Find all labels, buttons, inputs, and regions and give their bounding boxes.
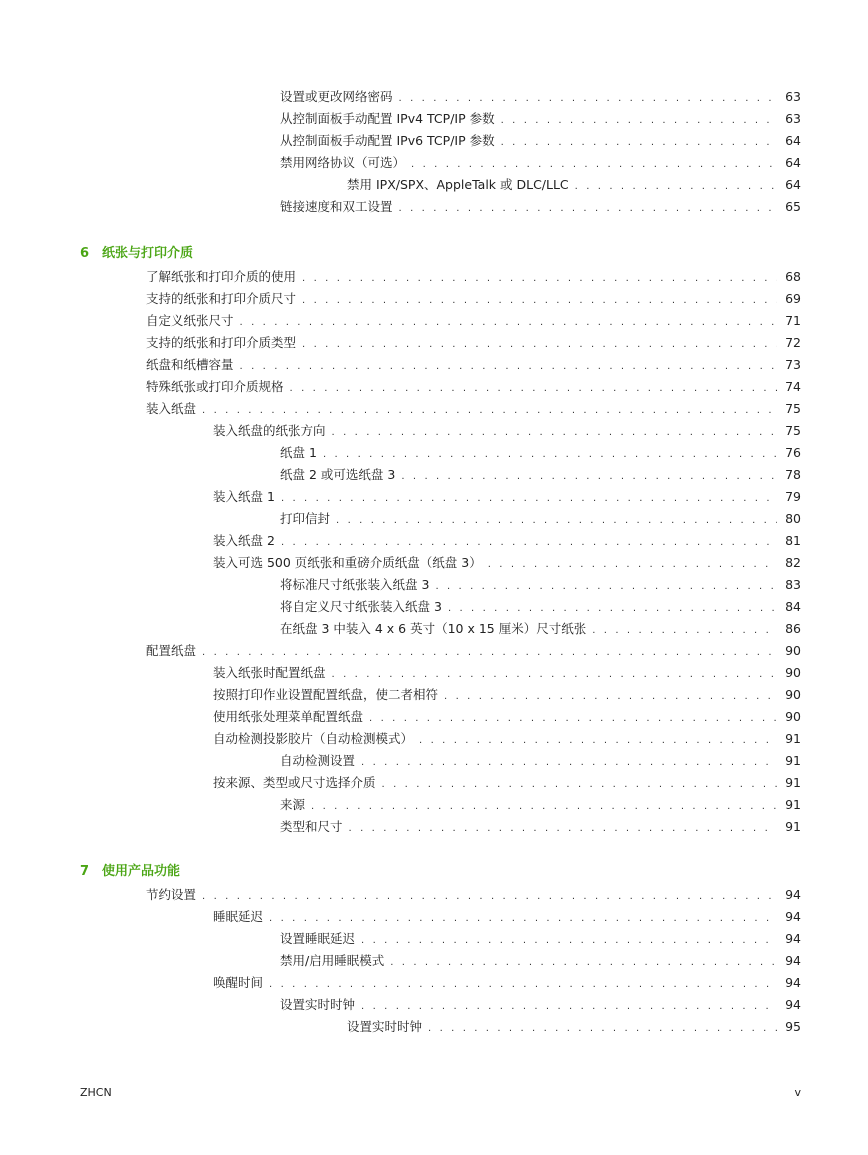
footer-language-code: ZHCN [80,1086,112,1099]
toc-entry[interactable] [213,530,801,552]
toc-entry-label: 自动检测投影胶片（自动检测模式） [213,731,414,746]
leader-dots [332,664,778,686]
toc-entry[interactable] [213,772,801,794]
leader-dots [336,510,777,532]
toc-entry-label: 纸盘 2 或可选纸盘 3 [280,467,396,482]
chapter-heading[interactable] [80,861,180,883]
toc-entry[interactable] [146,398,801,420]
leader-dots [311,796,777,818]
toc-entry[interactable] [213,906,801,928]
chapter-title: 纸张与打印介质 [102,246,194,261]
leader-dots [361,752,777,774]
toc-entry-label: 配置纸盘 [146,643,197,658]
toc-page-number: 94 [785,909,801,924]
leader-dots [302,334,777,356]
toc-page-number: 95 [785,1019,801,1034]
toc-entry-label: 打印信封 [280,511,331,526]
toc-entry[interactable] [146,310,801,332]
leader-dots [290,378,778,400]
toc-entry[interactable] [280,950,801,972]
toc-page-number: 94 [785,975,801,990]
toc-entry-label: 使用纸张处理菜单配置纸盘 [213,709,364,724]
toc-page-number: 74 [785,379,801,394]
leader-dots [202,400,777,422]
leader-dots [501,132,777,154]
toc-entry[interactable] [213,972,801,994]
leader-dots [390,952,777,974]
leader-dots [592,620,777,642]
toc-entry-label: 在纸盘 3 中装入 4 x 6 英寸（10 x 15 厘米）尺寸纸张 [280,621,587,636]
leader-dots [399,198,778,220]
leader-dots [332,422,778,444]
toc-entry-label: 支持的纸张和打印介质类型 [146,335,297,350]
toc-entry-label: 装入纸盘 2 [213,533,275,548]
toc-page-number: 84 [785,599,801,614]
toc-entry-label: 从控制面板手动配置 IPv6 TCP/IP 参数 [280,133,495,148]
toc-page-number: 73 [785,357,801,372]
leader-dots [240,356,778,378]
toc-entry-label: 设置实时时钟 [347,1019,423,1034]
toc-entry[interactable] [280,130,801,152]
leader-dots [349,818,778,840]
leader-dots [382,774,778,796]
leader-dots [428,1018,777,1040]
leader-dots [202,642,777,664]
toc-entry[interactable] [347,174,801,196]
toc-page-number: 72 [785,335,801,350]
toc-page-number: 82 [785,555,801,570]
toc-entry[interactable] [280,750,801,772]
chapter-heading[interactable] [80,243,193,265]
toc-entry[interactable] [280,994,801,1016]
toc-entry[interactable] [280,108,801,130]
toc-entry-label: 按照打印作业设置配置纸盘，使二者相符 [213,687,439,702]
toc-page-number: 79 [785,489,801,504]
toc-page-number: 69 [785,291,801,306]
leader-dots [361,930,777,952]
toc-entry-label: 将标准尺寸纸张装入纸盘 3 [280,577,430,592]
toc-entry[interactable] [213,486,801,508]
toc-entry[interactable] [280,618,801,640]
toc-entry[interactable] [280,928,801,950]
toc-page-number: 75 [785,401,801,416]
toc-entry-label: 设置或更改网络密码 [280,89,393,104]
toc-entry-label: 禁用 IPX/SPX、AppleTalk 或 DLC/LLC [347,177,569,192]
toc-page-number: 90 [785,665,801,680]
toc-entry[interactable] [146,332,801,354]
toc-entry-label: 禁用/启用睡眠模式 [280,953,385,968]
leader-dots [419,730,777,752]
toc-entry[interactable] [213,728,801,750]
leader-dots [435,576,777,598]
toc-entry-label: 纸盘和纸槽容量 [146,357,234,372]
leader-dots [399,88,778,110]
leader-dots [240,312,778,334]
toc-entry[interactable] [213,706,801,728]
toc-entry-label: 将自定义尺寸纸张装入纸盘 3 [280,599,442,614]
chapter-number: 6 [80,246,90,261]
chapter-title: 使用产品功能 [102,864,181,879]
toc-entry-label: 特殊纸张或打印介质规格 [146,379,284,394]
toc-entry-label: 装入可选 500 页纸张和重磅介质纸盘（纸盘 3） [213,555,482,570]
toc-entry[interactable] [146,640,801,662]
toc-entry-label: 设置睡眠延迟 [280,931,356,946]
toc-page-number: 80 [785,511,801,526]
toc-entry-label: 装入纸张时配置纸盘 [213,665,326,680]
toc-entry-label: 按来源、类型或尺寸选择介质 [213,775,376,790]
toc-page-number: 91 [785,797,801,812]
leader-dots [269,908,777,930]
toc-page-number: 64 [785,155,801,170]
toc-entry-label: 节约设置 [146,887,197,902]
toc-entry[interactable] [146,354,801,376]
toc-entry[interactable] [347,1016,801,1038]
toc-entry-label: 纸盘 1 [280,445,317,460]
toc-entry[interactable] [146,884,801,906]
toc-entry-label: 装入纸盘 1 [213,489,275,504]
toc-page-number: 64 [785,133,801,148]
toc-page-number: 83 [785,577,801,592]
toc-entry[interactable] [280,794,801,816]
toc-page-number: 90 [785,709,801,724]
toc-entry[interactable] [280,442,801,464]
toc-page-number: 64 [785,177,801,192]
toc-entry[interactable] [280,816,801,838]
toc-entry-label: 自动检测设置 [280,753,356,768]
toc-entry[interactable] [146,376,801,398]
toc-entry[interactable] [280,196,801,218]
toc-entry-label: 支持的纸张和打印介质尺寸 [146,291,297,306]
toc-entry[interactable] [213,662,801,684]
toc-entry[interactable] [280,464,801,486]
toc-page-number: 91 [785,819,801,834]
toc-entry-label: 禁用网络协议（可选） [280,155,406,170]
leader-dots [202,886,777,908]
footer-page-number: v [794,1086,801,1099]
toc-page-number: 91 [785,731,801,746]
toc-entry[interactable] [280,86,801,108]
toc-page-number: 71 [785,313,801,328]
toc-page-number: 90 [785,687,801,702]
leader-dots [369,708,777,730]
toc-page-number: 91 [785,753,801,768]
toc-entry-label: 装入纸盘 [146,401,197,416]
toc-page-number: 68 [785,269,801,284]
leader-dots [361,996,777,1018]
leader-dots [323,444,777,466]
toc-page-number: 81 [785,533,801,548]
leader-dots [448,598,777,620]
toc-entry-label: 设置实时时钟 [280,997,356,1012]
leader-dots [411,154,777,176]
leader-dots [501,110,777,132]
leader-dots [269,974,777,996]
toc-page-number: 78 [785,467,801,482]
toc-entry-label: 唤醒时间 [213,975,264,990]
toc-entry[interactable] [280,574,801,596]
leader-dots [575,176,777,198]
toc-entry-label: 自定义纸张尺寸 [146,313,234,328]
toc-entry[interactable] [213,552,801,574]
toc-page-number: 75 [785,423,801,438]
leader-dots [444,686,777,708]
toc-entry-label: 从控制面板手动配置 IPv4 TCP/IP 参数 [280,111,495,126]
toc-entry[interactable] [146,288,801,310]
toc-page-number: 90 [785,643,801,658]
leader-dots [488,554,777,576]
toc-entry[interactable] [280,596,801,618]
toc-entry-label: 来源 [280,797,306,812]
leader-dots [281,532,777,554]
toc-entry-label: 类型和尺寸 [280,819,343,834]
toc-page-number: 94 [785,997,801,1012]
toc-page-number: 65 [785,199,801,214]
leader-dots [302,268,777,290]
leader-dots [401,466,777,488]
toc-entry[interactable] [213,684,801,706]
toc-page-number: 86 [785,621,801,636]
toc-page-number: 91 [785,775,801,790]
toc-entry[interactable] [146,266,801,288]
leader-dots [302,290,777,312]
toc-page-number: 63 [785,89,801,104]
leader-dots [281,488,777,510]
toc-page-number: 94 [785,953,801,968]
toc-page-number: 94 [785,931,801,946]
toc-entry-label: 了解纸张和打印介质的使用 [146,269,297,284]
toc-entry-label: 链接速度和双工设置 [280,199,393,214]
chapter-number: 7 [80,864,90,879]
toc-page-number: 94 [785,887,801,902]
toc-entry-label: 装入纸盘的纸张方向 [213,423,326,438]
toc-entry[interactable] [280,508,801,530]
toc-entry-label: 睡眠延迟 [213,909,264,924]
toc-entry[interactable] [280,152,801,174]
toc-page-number: 76 [785,445,801,460]
toc-entry[interactable] [213,420,801,442]
toc-page-number: 63 [785,111,801,126]
